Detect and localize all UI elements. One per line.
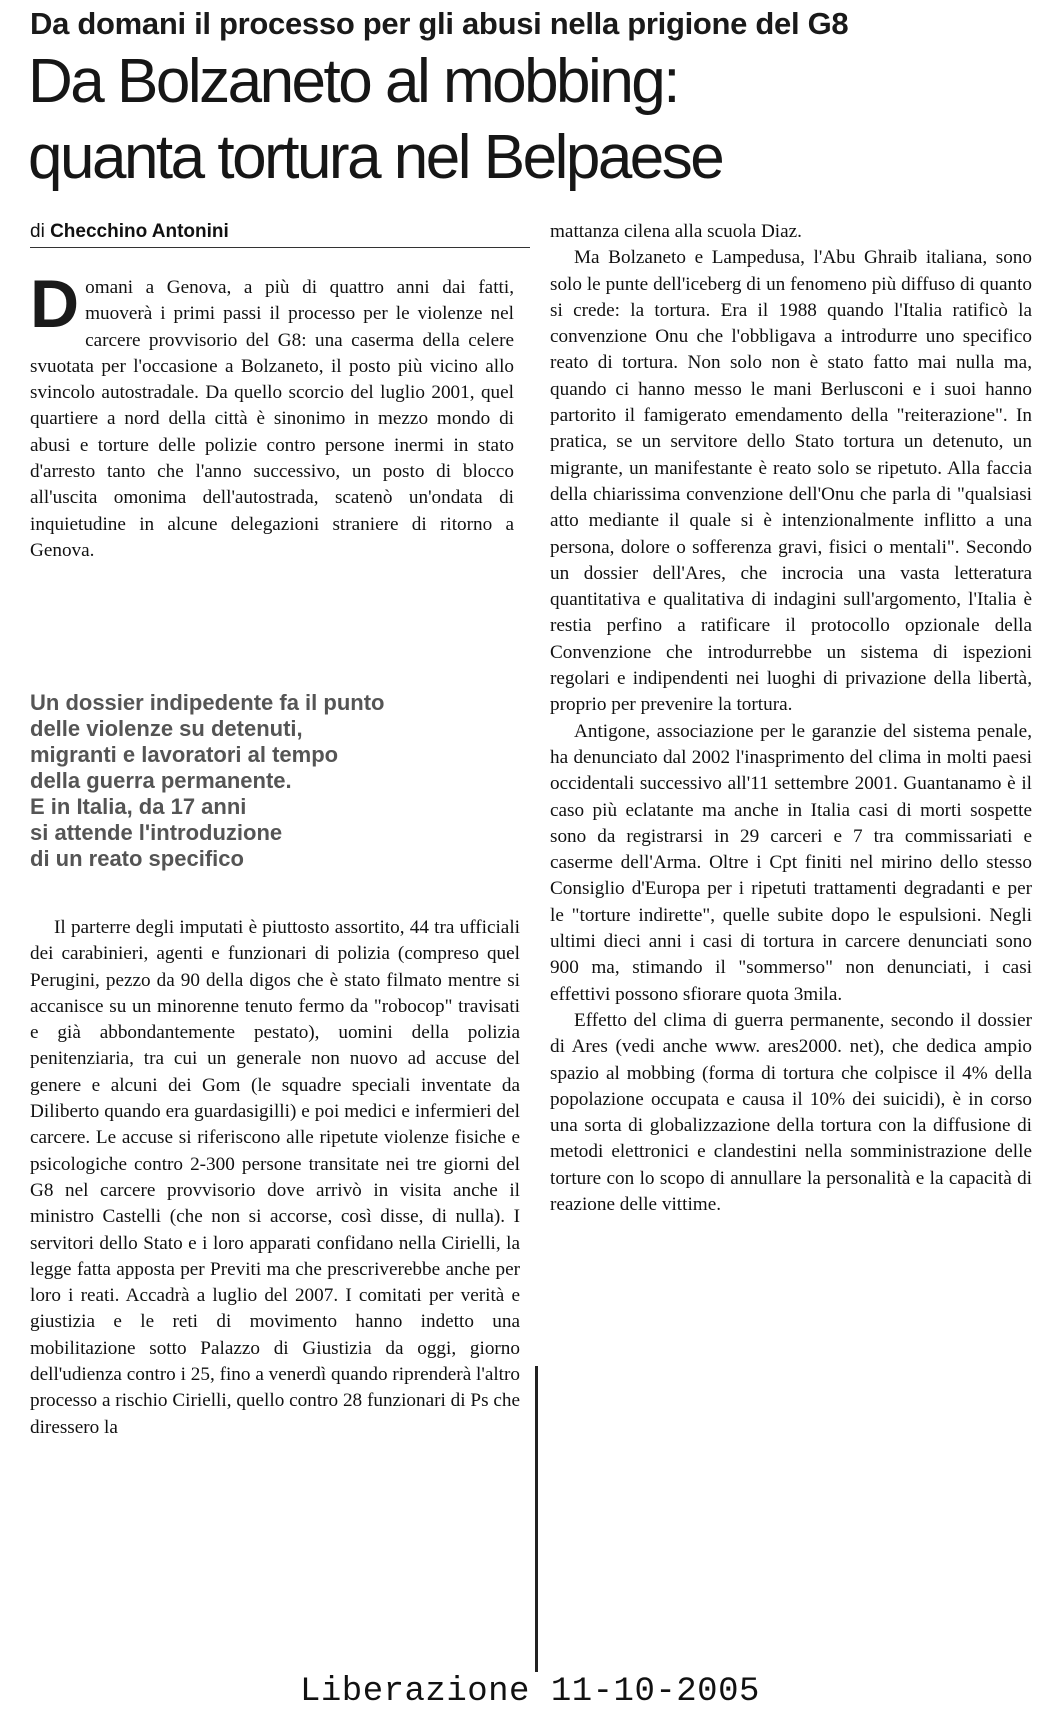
pull-quote-line: si attende l'introduzione <box>30 820 283 845</box>
source-footer: Liberazione 11-10-2005 <box>300 1673 760 1711</box>
article-paragraph-3: Ma Bolzaneto e Lampedusa, l'Abu Ghraib italiana, sono solo le punte dell'iceberg di un fenomeno più diffuso di quanto si crede: la tortura. Era il 1988 quando l'Italia ratificò la convenzione Onu che l'obbligava a introdurre uno specifico reato di tortura. Non solo non è stato fatto mai nulla ma, quando ci hanno messo le mani Berlusconi e i suoi hanno partorito il famigerato emendamento della "reiterazione". In pratica, se un servitore dello Stato tortura un detenuto, un migrante, un manifestante è reato solo se ripetuto. Alla faccia della chiarissima convenzione dell'Onu che parla di "qualsiasi atto mediante il quale si è intenzionalmente inflitto a una persona, dolore o sofferenza gravi, fisici o mentali". Secondo un dossier dell'Ares, che incrocia una vasta letteratura quantitativa e qualitativa di indagini sull'argomento, l'Italia è restia perfino a ratificare il protocollo opzionale della Convenzione che introdurrebbe un sistema di ispezioni regolari e indipendenti nei luoghi di privazione della libertà, proprio per prevenire la tortura. <box>550 247 1032 716</box>
article-paragraph-4: Antigone, associazione per le garanzie del sistema penale, ha denunciato dal 2002 l'inasprimento del clima in molti paesi occidentali successivo all'11 settembre 2001. Guantanamo è il caso più eclatante ma anche in Italia casi di morti sospette sono da registrarsi in 29 carceri e 7 tra commissariati e caserme dell'Arma. Oltre i Cpt finiti nel mirino dello stesso Consiglio d'Europa per i ripetuti trattamenti degradanti e per le "torture indirette", quelle subite dopo le espulsioni. Negli ultimi dieci anni i casi di tortura in carcere denunciati sono 900 ma, stimando il "sommerso" non denunciati, i casi effettivi possono sfiorare quota 3mila. <box>550 720 1032 1005</box>
article-paragraph-5: Effetto del clima di guerra permanente, secondo il dossier di Ares (vedi anche www. ares2000. net), che dedica ampio spazio al mobbing (forma di tortura che colpisce il 4% della popolazione occupata e causa il 10% dei suicidi), è in corso una sorta di globalizzazione della tortura con la diffusione di metodi elettronici e clandestini nella somministrazione delle torture con lo scopo di annullare la personalità e la capacità di reazione delle vittime. <box>550 1009 1032 1215</box>
vertical-rule <box>535 1366 538 1672</box>
byline-prefix: di <box>30 221 45 242</box>
article-paragraph-2: Il parterre degli imputati è piuttosto assortito, 44 tra ufficiali dei carabinieri, agenti e funzionari di polizia (compreso quel Perugini, pezzo da 90 della digos che è stato filmato mentre si accanisce su un minorenne tenuto fermo da "robocop" travisati e già abbondantemente pestato), uomini della polizia penitenziaria, tra cui un generale non nuovo ad accuse del genere e alcuni dei Gom (le squadre speciali inventate da Diliberto quando era guardasigilli) e poi medici e infermieri del carcere. Le accuse si riferiscono alle ripetute violenze fisiche e psicologiche contro 2-300 persone transitate nei tre giorni del G8 nel carcere provvisorio dove arrivò in visita anche il ministro Castelli (che non si accorse, così disse, di nulla). I servitori dello Stato e i loro apparati confidano nella Cirielli, la legge fatta apposta per Previti ma che prescriverebbe anche per loro i reati. Accadrà a luglio del 2007. I comitati per verità e giustizia e le reti di movimento hanno indetto una mobilitazione sotto Palazzo di Giustizia da oggi, giorno dell'udienza contro i 25, fino a venerdì quando riprenderà l'altro processo a rischio Cirielli, quello contro 28 funzionari di Ps che diressero la <box>30 917 520 1438</box>
column-left-bottom <box>30 915 520 1441</box>
column-right <box>550 219 1032 1218</box>
headline-line-2: quanta tortura nel Belpaese <box>28 123 723 192</box>
drop-cap: D <box>30 266 80 342</box>
pull-quote-line: migranti e lavoratori al tempo <box>30 742 339 767</box>
main-headline <box>28 44 1038 196</box>
article-paragraph-1 <box>30 266 514 564</box>
column-left-top <box>30 266 514 564</box>
paragraph-1-text: omani a Genova, a più di quattro anni dai fatti, muoverà i primi passi il processo per le violenze nel carcere provvisorio del G8: una caserma della celere svuotata per l'occasione a Bolzaneto, il posto più vicino allo svincolo autostradale. Da quello scorcio del luglio 2001, quel quartiere a nord della città è sinonimo in mezzo mondo di abusi e torture delle polizie contro persone inermi in stato d'arresto tanto che l'anno successivo, un posto di blocco all'uscita omonima dell'autostrada, scatenò un'ondata di inquietudine in alcune delegazioni straniere di ritorno a Genova. <box>30 277 514 561</box>
pull-quote <box>30 690 490 872</box>
pull-quote-line: delle violenze su detenuti, <box>30 716 303 741</box>
kicker-headline: Da domani il processo per gli abusi nella prigione del G8 <box>30 6 849 41</box>
article-paragraph-2-continued: mattanza cilena alla scuola Diaz. <box>550 221 802 242</box>
pull-quote-line: E in Italia, da 17 anni <box>30 794 247 819</box>
pull-quote-line: di un reato specifico <box>30 846 244 871</box>
pull-quote-line: della guerra permanente. <box>30 768 292 793</box>
headline-line-1: Da Bolzaneto al mobbing: <box>28 47 679 116</box>
pull-quote-line: Un dossier indipedente fa il punto <box>30 690 385 715</box>
byline <box>30 220 530 248</box>
byline-author: Checchino Antonini <box>50 221 229 242</box>
